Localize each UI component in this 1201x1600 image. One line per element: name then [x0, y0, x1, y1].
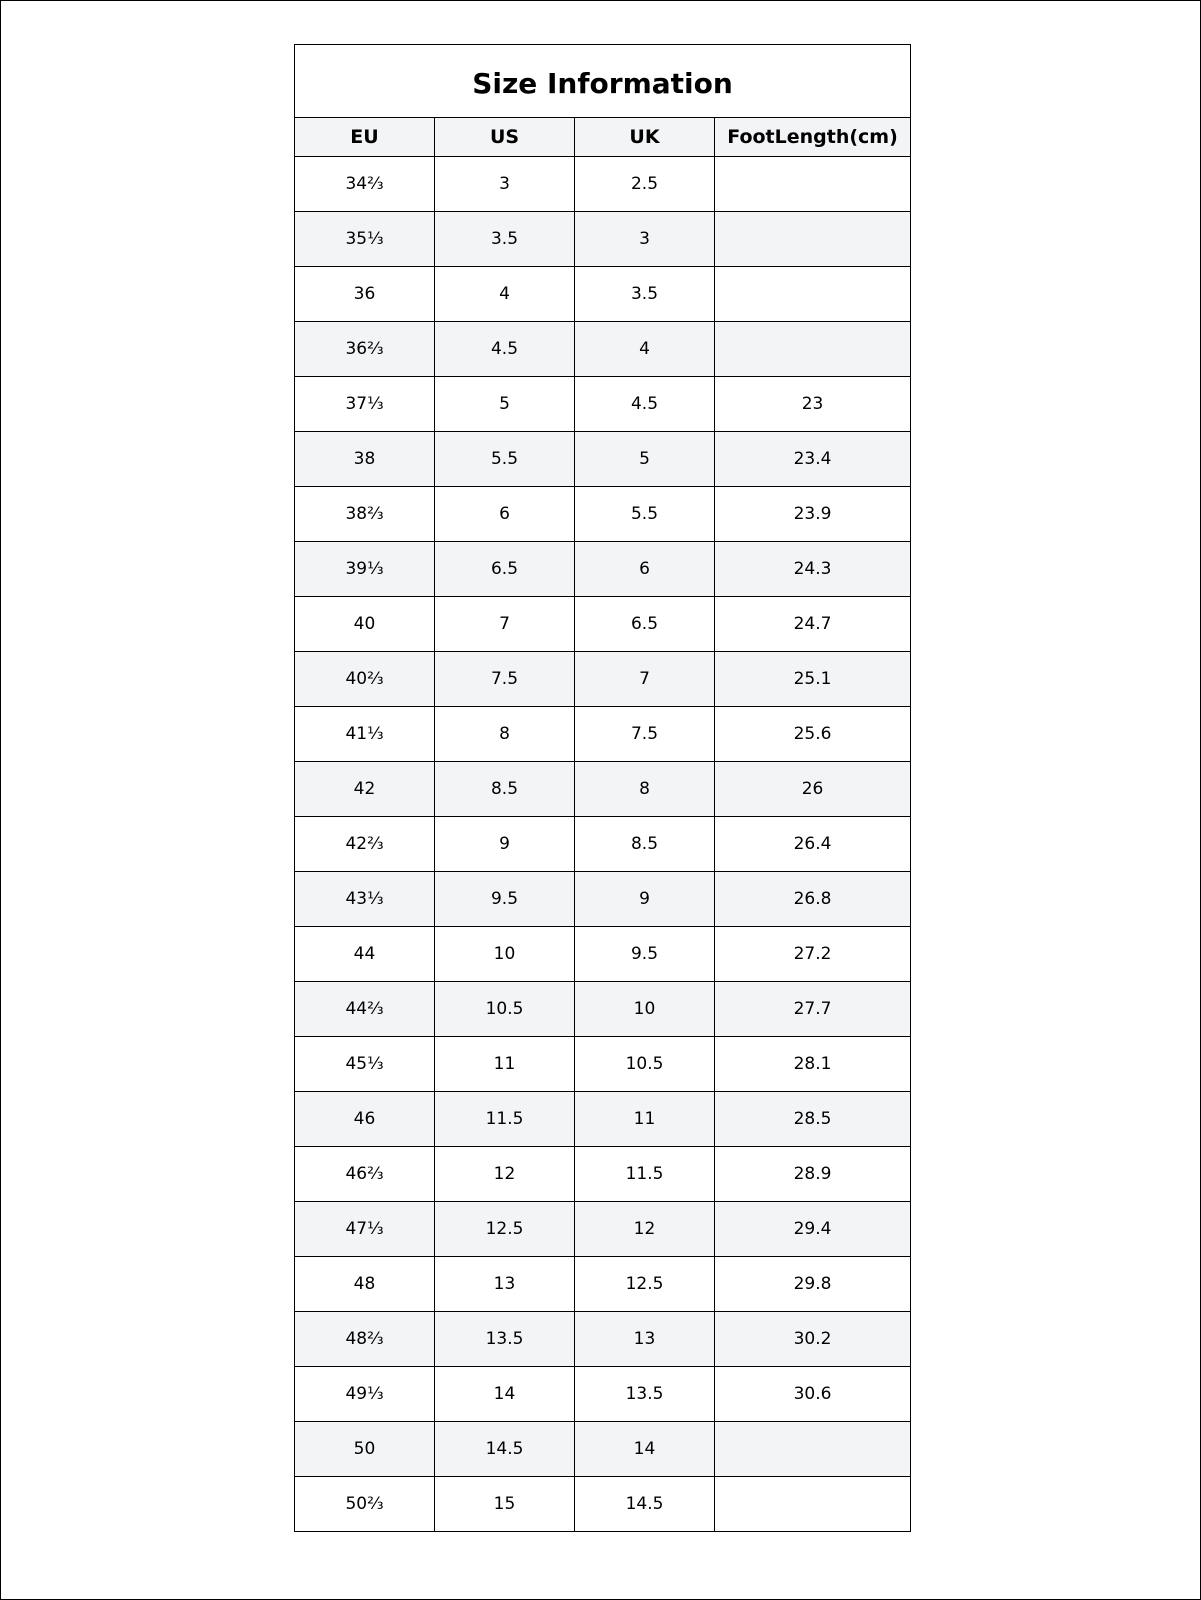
us-cell: 11.5 — [435, 1092, 575, 1147]
table-row — [295, 1092, 911, 1147]
table-row — [295, 597, 911, 652]
table-title: Size Information — [295, 45, 911, 118]
us-cell: 15 — [435, 1477, 575, 1532]
column-header-us: US — [435, 118, 575, 157]
eu-cell: 45⅓ — [295, 1037, 435, 1092]
foot-length-cell: 26.8 — [715, 872, 911, 927]
uk-cell: 8 — [575, 762, 715, 817]
foot-length-cell — [715, 212, 911, 267]
table-row — [295, 322, 911, 377]
table-row — [295, 1037, 911, 1092]
foot-length-cell: 23 — [715, 377, 911, 432]
us-cell: 10 — [435, 927, 575, 982]
us-cell: 5 — [435, 377, 575, 432]
table-row — [295, 707, 911, 762]
us-cell: 7.5 — [435, 652, 575, 707]
uk-cell: 14 — [575, 1422, 715, 1477]
uk-cell: 14.5 — [575, 1477, 715, 1532]
eu-cell: 44⅔ — [295, 982, 435, 1037]
eu-cell: 36⅔ — [295, 322, 435, 377]
table-row — [295, 762, 911, 817]
size-table — [294, 44, 911, 1532]
table-row — [295, 1147, 911, 1202]
eu-cell: 40 — [295, 597, 435, 652]
us-cell: 7 — [435, 597, 575, 652]
foot-length-cell: 29.8 — [715, 1257, 911, 1312]
table-row — [295, 1312, 911, 1367]
foot-length-cell — [715, 322, 911, 377]
foot-length-cell: 30.2 — [715, 1312, 911, 1367]
foot-length-cell: 30.6 — [715, 1367, 911, 1422]
foot-length-cell: 23.4 — [715, 432, 911, 487]
table-row — [295, 157, 911, 212]
table-row — [295, 982, 911, 1037]
us-cell: 14.5 — [435, 1422, 575, 1477]
uk-cell: 12 — [575, 1202, 715, 1257]
table-row — [295, 432, 911, 487]
table-row — [295, 872, 911, 927]
uk-cell: 7.5 — [575, 707, 715, 762]
us-cell: 8 — [435, 707, 575, 762]
header-row — [295, 118, 911, 157]
uk-cell: 3.5 — [575, 267, 715, 322]
eu-cell: 39⅓ — [295, 542, 435, 597]
uk-cell: 11 — [575, 1092, 715, 1147]
eu-cell: 49⅓ — [295, 1367, 435, 1422]
us-cell: 3.5 — [435, 212, 575, 267]
uk-cell: 6.5 — [575, 597, 715, 652]
us-cell: 14 — [435, 1367, 575, 1422]
column-header-foot-length: FootLength(cm) — [715, 118, 911, 157]
uk-cell: 4.5 — [575, 377, 715, 432]
foot-length-cell: 26.4 — [715, 817, 911, 872]
eu-cell: 48⅔ — [295, 1312, 435, 1367]
foot-length-cell: 28.1 — [715, 1037, 911, 1092]
table-row — [295, 927, 911, 982]
eu-cell: 42⅔ — [295, 817, 435, 872]
uk-cell: 3 — [575, 212, 715, 267]
uk-cell: 13 — [575, 1312, 715, 1367]
eu-cell: 48 — [295, 1257, 435, 1312]
column-header-uk: UK — [575, 118, 715, 157]
us-cell: 12.5 — [435, 1202, 575, 1257]
eu-cell: 38⅔ — [295, 487, 435, 542]
foot-length-cell: 27.2 — [715, 927, 911, 982]
table-row — [295, 817, 911, 872]
foot-length-cell: 29.4 — [715, 1202, 911, 1257]
eu-cell: 47⅓ — [295, 1202, 435, 1257]
us-cell: 5.5 — [435, 432, 575, 487]
foot-length-cell — [715, 267, 911, 322]
us-cell: 13 — [435, 1257, 575, 1312]
foot-length-cell: 25.6 — [715, 707, 911, 762]
table-row — [295, 1202, 911, 1257]
us-cell: 3 — [435, 157, 575, 212]
foot-length-cell: 28.5 — [715, 1092, 911, 1147]
eu-cell: 36 — [295, 267, 435, 322]
uk-cell: 10 — [575, 982, 715, 1037]
uk-cell: 5.5 — [575, 487, 715, 542]
table-row — [295, 1257, 911, 1312]
foot-length-cell: 25.1 — [715, 652, 911, 707]
foot-length-cell: 23.9 — [715, 487, 911, 542]
foot-length-cell: 26 — [715, 762, 911, 817]
uk-cell: 11.5 — [575, 1147, 715, 1202]
table-row — [295, 542, 911, 597]
eu-cell: 46 — [295, 1092, 435, 1147]
foot-length-cell: 24.7 — [715, 597, 911, 652]
table-row — [295, 267, 911, 322]
uk-cell: 7 — [575, 652, 715, 707]
uk-cell: 9.5 — [575, 927, 715, 982]
eu-cell: 35⅓ — [295, 212, 435, 267]
eu-cell: 41⅓ — [295, 707, 435, 762]
foot-length-cell — [715, 1422, 911, 1477]
table-row — [295, 1367, 911, 1422]
uk-cell: 6 — [575, 542, 715, 597]
foot-length-cell: 24.3 — [715, 542, 911, 597]
us-cell: 10.5 — [435, 982, 575, 1037]
eu-cell: 40⅔ — [295, 652, 435, 707]
uk-cell: 2.5 — [575, 157, 715, 212]
foot-length-cell: 28.9 — [715, 1147, 911, 1202]
foot-length-cell — [715, 157, 911, 212]
uk-cell: 5 — [575, 432, 715, 487]
uk-cell: 10.5 — [575, 1037, 715, 1092]
column-header-eu: EU — [295, 118, 435, 157]
uk-cell: 12.5 — [575, 1257, 715, 1312]
table-row — [295, 1477, 911, 1532]
table-row — [295, 652, 911, 707]
us-cell: 13.5 — [435, 1312, 575, 1367]
eu-cell: 43⅓ — [295, 872, 435, 927]
eu-cell: 37⅓ — [295, 377, 435, 432]
us-cell: 12 — [435, 1147, 575, 1202]
uk-cell: 4 — [575, 322, 715, 377]
foot-length-cell — [715, 1477, 911, 1532]
table-row — [295, 377, 911, 432]
us-cell: 9.5 — [435, 872, 575, 927]
eu-cell: 38 — [295, 432, 435, 487]
eu-cell: 44 — [295, 927, 435, 982]
eu-cell: 46⅔ — [295, 1147, 435, 1202]
foot-length-cell: 27.7 — [715, 982, 911, 1037]
us-cell: 4.5 — [435, 322, 575, 377]
uk-cell: 9 — [575, 872, 715, 927]
us-cell: 6.5 — [435, 542, 575, 597]
table-row — [295, 212, 911, 267]
us-cell: 4 — [435, 267, 575, 322]
us-cell: 9 — [435, 817, 575, 872]
eu-cell: 50⅔ — [295, 1477, 435, 1532]
table-body — [295, 157, 911, 1532]
us-cell: 11 — [435, 1037, 575, 1092]
table-row — [295, 1422, 911, 1477]
uk-cell: 13.5 — [575, 1367, 715, 1422]
eu-cell: 34⅔ — [295, 157, 435, 212]
eu-cell: 42 — [295, 762, 435, 817]
us-cell: 8.5 — [435, 762, 575, 817]
eu-cell: 50 — [295, 1422, 435, 1477]
us-cell: 6 — [435, 487, 575, 542]
table-row — [295, 487, 911, 542]
uk-cell: 8.5 — [575, 817, 715, 872]
